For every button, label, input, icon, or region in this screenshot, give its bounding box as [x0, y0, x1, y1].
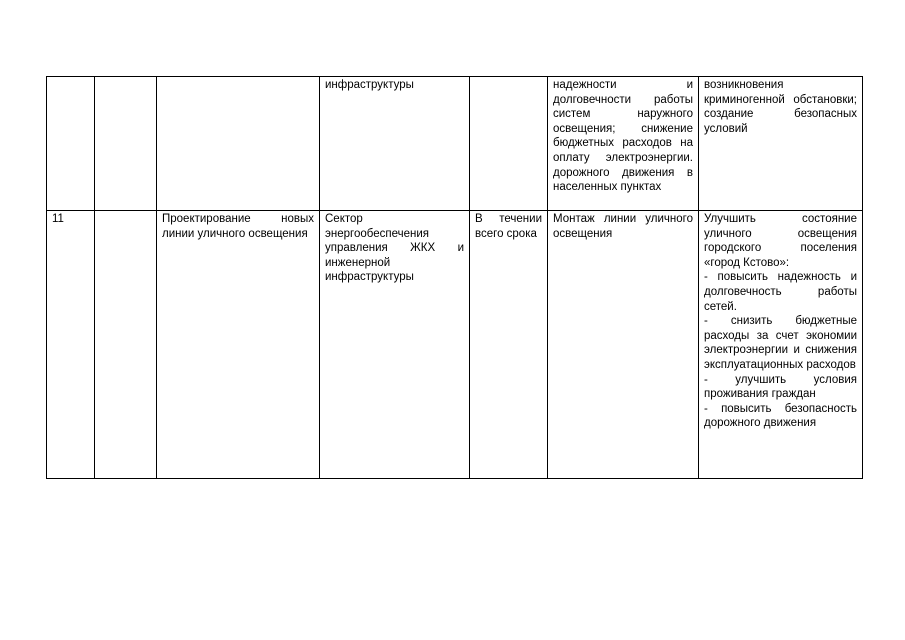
effect-line: Улучшить состояние уличного освещения городского поселения «город Кстово»:: [704, 213, 857, 269]
cell-effect: [699, 211, 863, 479]
effect-line: - улучшить условия проживания граждан: [704, 373, 857, 401]
cell-number: [47, 77, 95, 211]
cell-responsible: инфраструктуры: [320, 77, 470, 211]
effect-line: - повысить безопасность дорожного движения: [704, 402, 857, 430]
cell-activity: Проектирование новых линии уличного освещения: [157, 211, 320, 479]
cell-term: [470, 77, 548, 211]
cell-term: В течении всего срока: [470, 211, 548, 479]
cell-number: 11: [47, 211, 95, 479]
effect-line: - повысить надежность и долговечность работы сетей.: [704, 271, 857, 313]
cell-col2: [95, 211, 157, 479]
cell-activity: [157, 77, 320, 211]
effect-line: - снизить бюджетные расходы за счет экономии электроэнергии и снижения эксплуатационных расходов: [704, 315, 857, 371]
table-row: [47, 77, 863, 211]
cell-effect: [699, 77, 863, 211]
effect-line: возникновения криминогенной обстановки; создание безопасных условий: [704, 79, 857, 135]
cell-result: Монтаж линии уличного освещения: [548, 211, 699, 479]
measures-table: [46, 76, 863, 479]
cell-col2: [95, 77, 157, 211]
table-row: [47, 211, 863, 479]
cell-result: надежности и долговечности работы систем наружного освещения; снижение бюджетных расходов на оплату электроэнергии. дорожного движения в населенных пунктах: [548, 77, 699, 211]
cell-responsible: Сектор энергообеспечения управления ЖКХ и инженерной инфраструктуры: [320, 211, 470, 479]
